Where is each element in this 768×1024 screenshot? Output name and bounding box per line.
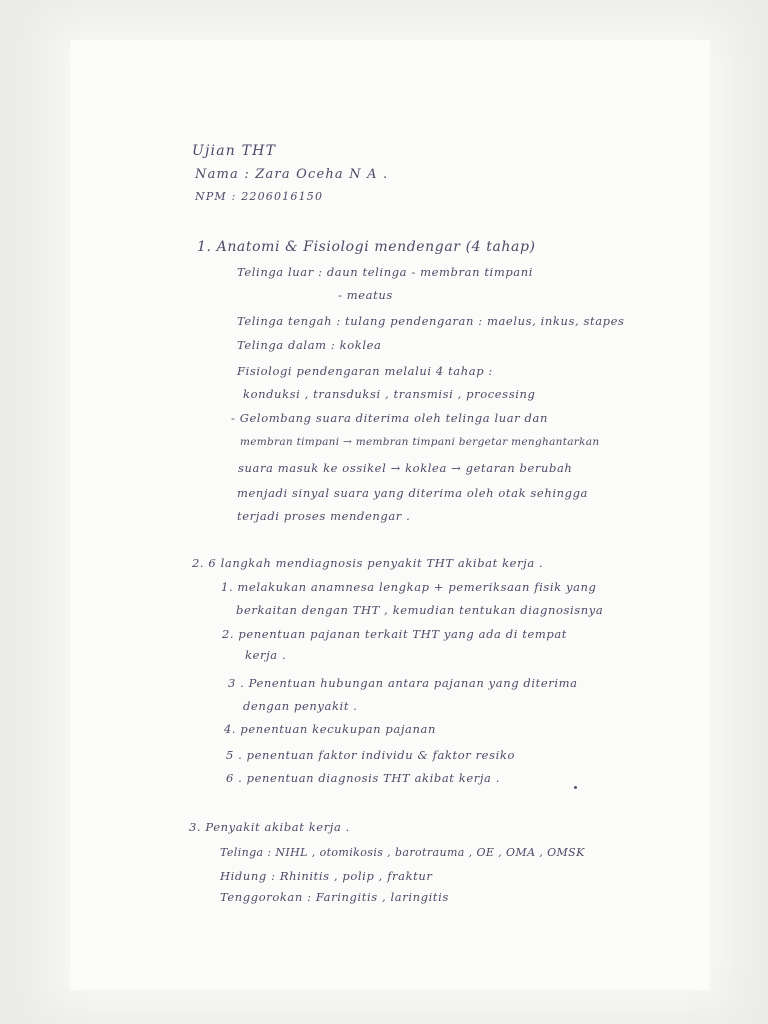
text-line: terjadi proses mendengar . (237, 509, 411, 523)
text-line: Telinga tengah : tulang pendengaran : maelus, inkus, stapes (237, 314, 625, 328)
ink-dot (574, 786, 577, 789)
text-line: Tenggorokan : Faringitis , laringitis (220, 890, 449, 904)
text-line: Telinga luar : daun telinga - membran timpani (237, 265, 534, 279)
list-item: 3 . Penentuan hubungan antara pajanan yang diterima (228, 676, 578, 690)
text-line: menjadi sinyal suara yang diterima oleh otak sehingga (237, 486, 588, 500)
list-item: 4. penentuan kecukupan pajanan (224, 722, 436, 736)
list-item: 5 . penentuan faktor individu & faktor resiko (226, 748, 515, 762)
student-npm: NPM : 2206016150 (195, 190, 324, 203)
text-line: Hidung : Rhinitis , polip , fraktur (220, 869, 433, 883)
text-line: - Gelombang suara diterima oleh telinga luar dan (231, 411, 548, 425)
text-line: - meatus (338, 288, 393, 302)
student-name: Nama : Zara Oceha N A . (195, 167, 389, 182)
list-item: 1. melakukan anamnesa lengkap + pemeriksaan fisik yang (221, 580, 597, 594)
exam-title: Ujian THT (192, 143, 277, 159)
list-item: 2. penentuan pajanan terkait THT yang ada di tempat (222, 627, 568, 641)
text-line: Telinga dalam : koklea (237, 338, 382, 352)
text-line: konduksi , transduksi , transmisi , processing (243, 387, 536, 401)
text-line: Telinga : NIHL , otomikosis , barotrauma , OE , OMA , OMSK (220, 846, 585, 859)
section-3-title: 3. Penyakit akibat kerja . (189, 820, 350, 834)
list-item: kerja . (245, 648, 287, 662)
text-line: Fisiologi pendengaran melalui 4 tahap : (237, 364, 493, 378)
section-1-title: 1. Anatomi & Fisiologi mendengar (4 tahap) (197, 239, 536, 255)
list-item: berkaitan dengan THT , kemudian tentukan diagnosisnya (236, 603, 604, 617)
list-item: 6 . penentuan diagnosis THT akibat kerja . (226, 771, 500, 785)
section-2-title: 2. 6 langkah mendiagnosis penyakit THT akibat kerja . (192, 556, 544, 570)
list-item: dengan penyakit . (243, 699, 358, 713)
text-line: suara masuk ke ossikel → koklea → getaran berubah (238, 461, 573, 475)
text-line: membran timpani → membran timpani bergetar menghantarkan (240, 436, 600, 448)
